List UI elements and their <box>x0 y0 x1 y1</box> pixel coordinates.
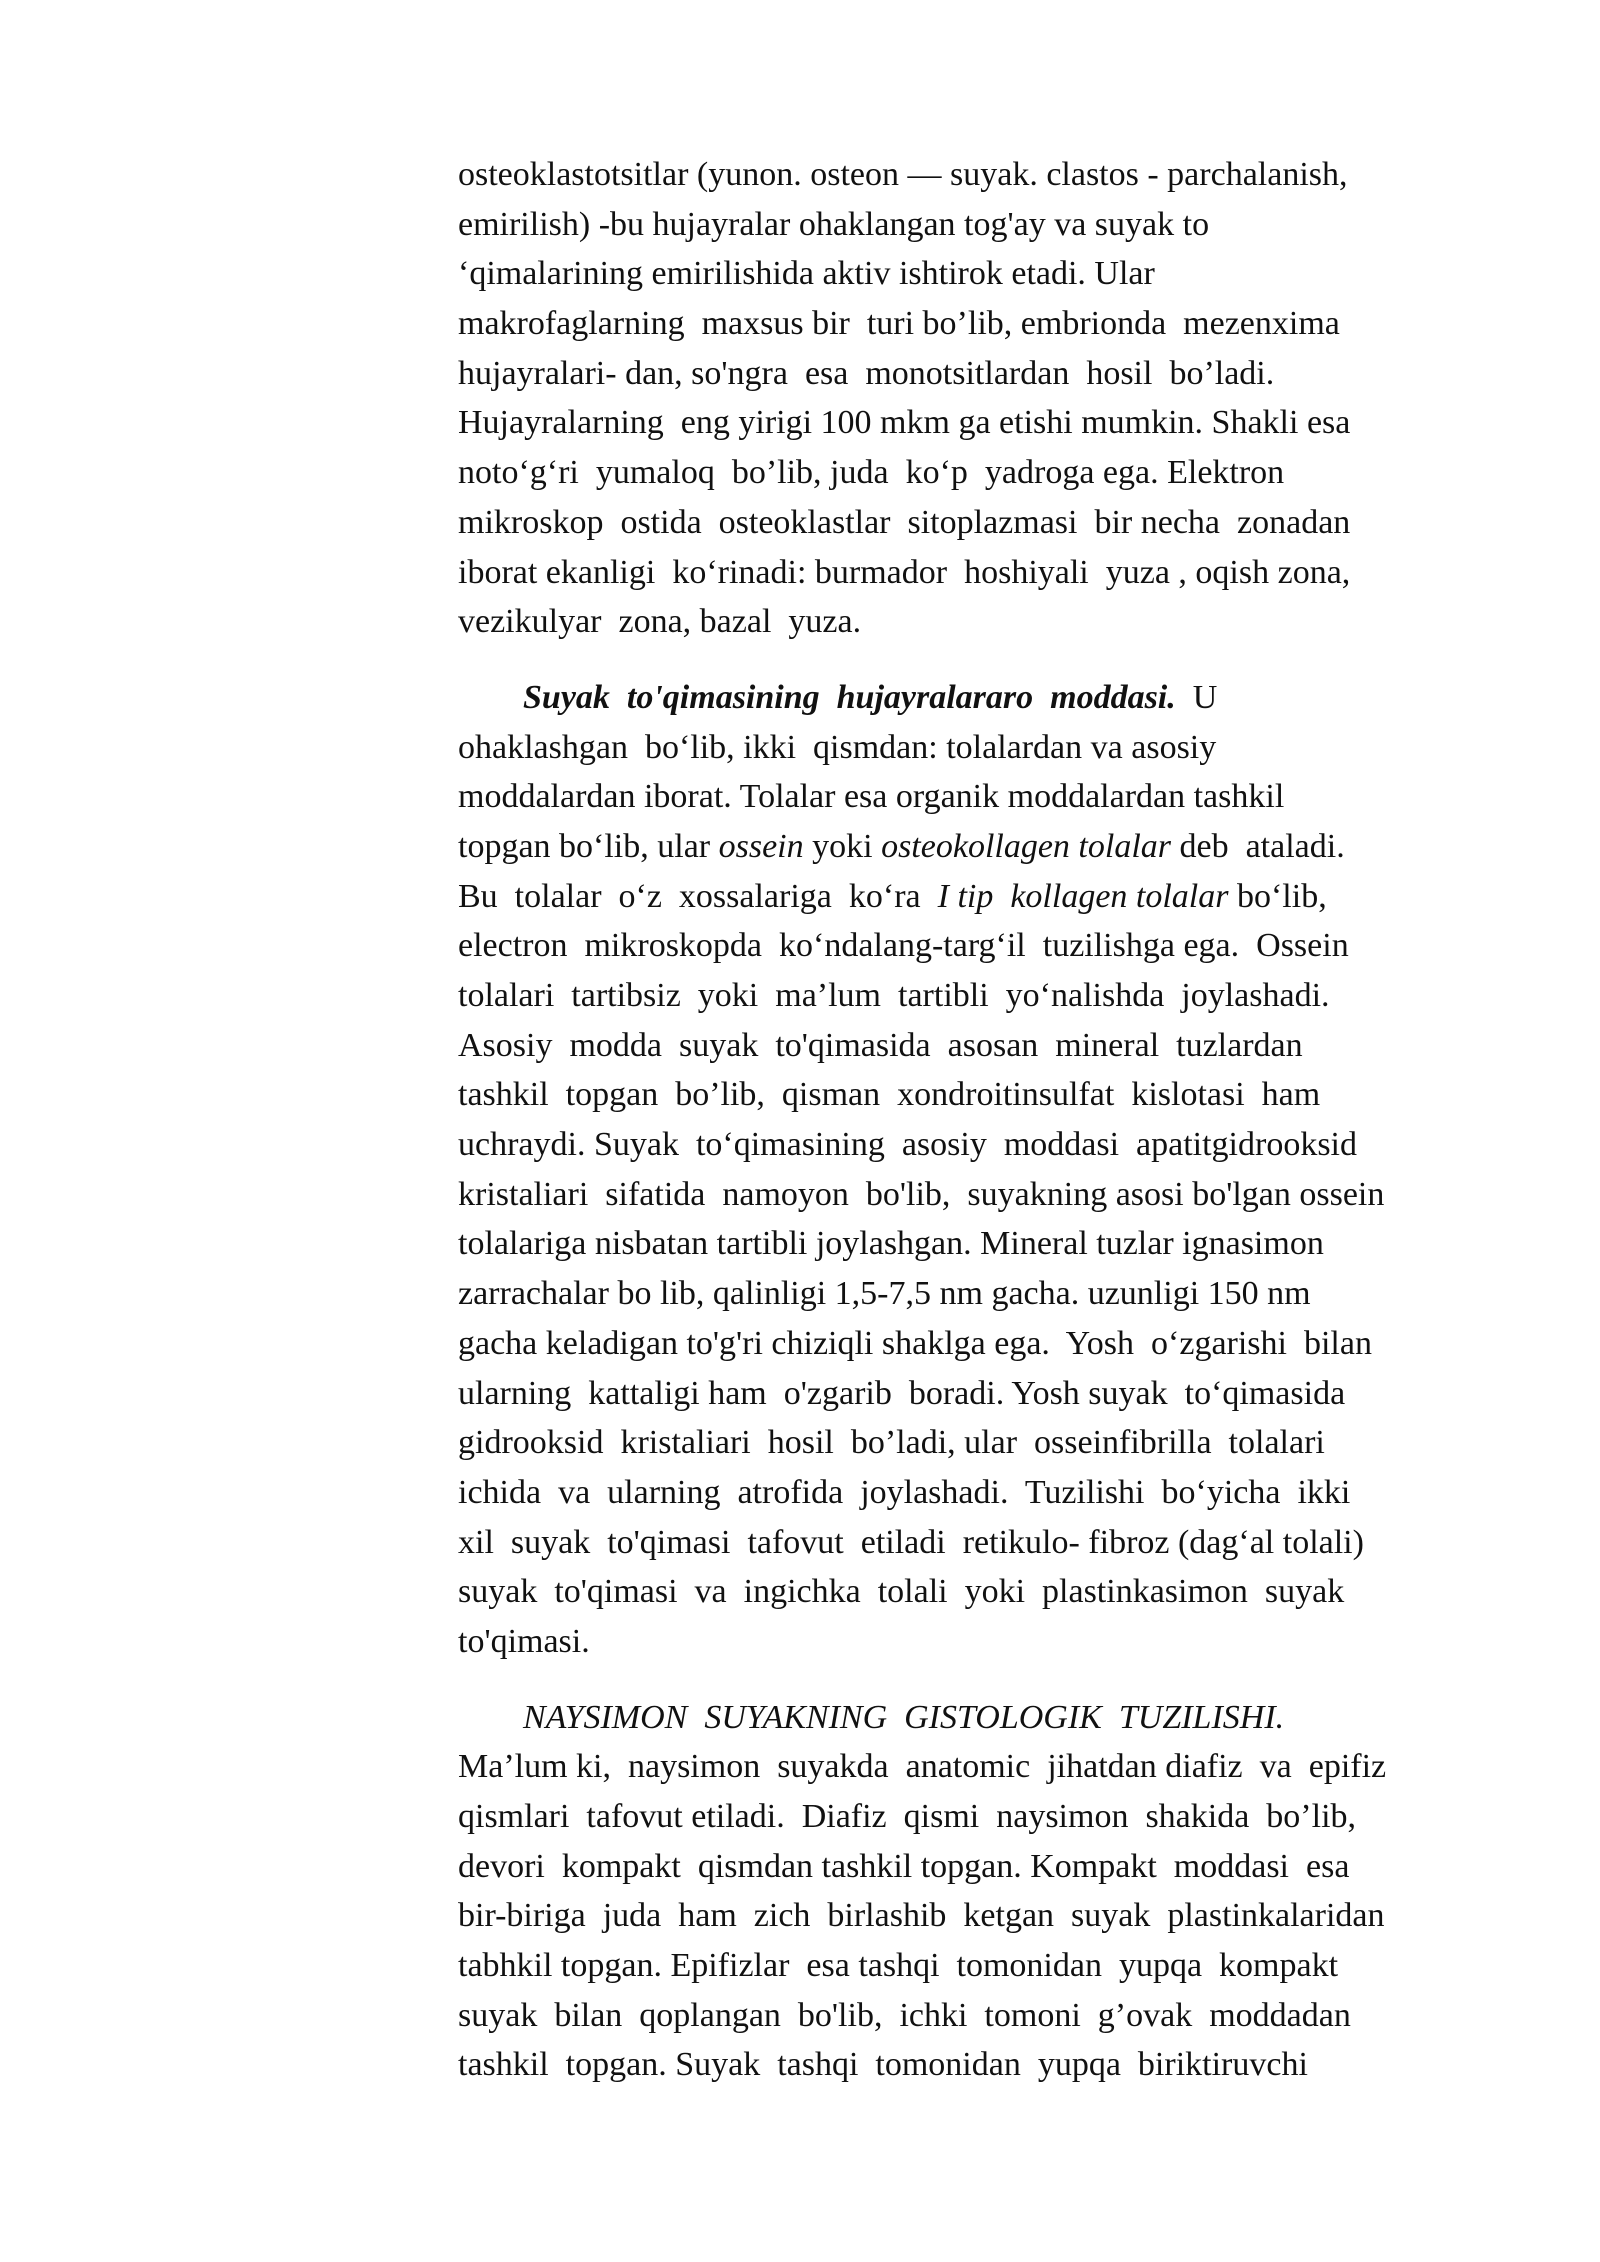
text-line: moddalardan iborat. Tolalar esa organik moddalardan tashkil <box>458 778 1285 816</box>
text-line: tolalariga nisbatan tartibli joylashgan. Mineral tuzlar ignasimon <box>458 1225 1324 1263</box>
text-line: suyak to'qimasi va ingichka tolali yoki plastinkasimon suyak <box>458 1573 1345 1611</box>
text-line: zarrachalar bo lib, qalinligi 1,5-7,5 nm gacha. uzunligi 150 nm <box>458 1275 1311 1313</box>
text-line <box>458 822 1498 872</box>
italic-term: I tip kollagen tolalar <box>937 877 1229 915</box>
text-line: tashkil topgan bo’lib, qisman xondroitinsulfat kislotasi ham <box>458 1076 1321 1114</box>
text-line <box>458 872 1498 922</box>
section-heading: Suyak to'qimasining hujayralararo moddasi. <box>523 678 1176 716</box>
paragraph-tubular-bone-histology <box>458 1693 1498 2091</box>
text-line: ohaklashgan bo‘lib, ikki qismdan: tolalardan va asosiy <box>458 728 1217 766</box>
text-line: bir-biriga juda ham zich birlashib ketgan suyak plastinkalaridan <box>458 1897 1385 1935</box>
text-line: vezikulyar zona, bazal yuza. <box>458 603 862 641</box>
text-line: uchraydi. Suyak to‘qimasining asosiy moddasi apatitgidrooksid <box>458 1126 1358 1164</box>
text-fragment: bo‘lib, <box>1228 877 1327 915</box>
text-line <box>458 673 1498 723</box>
text-fragment: Bu tolalar o‘z xossalariga ko‘ra <box>458 877 938 915</box>
text-line: to'qimasi. <box>458 1622 590 1660</box>
text-line: gidrooksid kristaliari hosil bo’ladi, ular osseinfibrilla tolalari <box>458 1424 1325 1462</box>
text-line: qismlari tafovut etiladi. Diafiz qismi naysimon shakida bo’lib, <box>458 1798 1357 1835</box>
text-line: makrofaglarning maxsus bir turi bo’lib, embrionda mezenxima <box>458 305 1340 343</box>
text-line: gacha keladigan to'g'ri chiziqli shaklga ega. Yosh o‘zgarishi bilan <box>458 1324 1372 1362</box>
italic-term: osteokollagen tolalar <box>881 827 1171 865</box>
text-line: Ma’lum ki, naysimon suyakda anatomic jihatdan diafiz va epifiz <box>458 1748 1387 1786</box>
text-line: ularning kattaligi ham o'zgarib boradi. Yosh suyak to‘qimasida <box>458 1374 1346 1412</box>
text-line: tolalari tartibsiz yoki ma’lum tartibli yo‘nalishda joylashadi. <box>458 977 1330 1014</box>
text-fragment: U <box>1175 678 1218 716</box>
text-line: mikroskop ostida osteoklastlar sitoplazmasi bir necha zonadan <box>458 503 1351 541</box>
text-line: xil suyak to'qimasi tafovut etiladi retikulo- fibroz (dag‘al tolali) <box>458 1523 1364 1561</box>
text-line: hujayralari- dan, so'ngra esa monotsitlardan hosil bo’ladi. <box>458 354 1275 392</box>
text-line: tabhkil topgan. Epifizlar esa tashqi tomonidan yupqa kompakt <box>458 1947 1339 1985</box>
text-line: tashkil topgan. Suyak tashqi tomonidan yupqa biriktiruvchi <box>458 2046 1308 2084</box>
italic-term: ossein <box>718 827 804 865</box>
text-line: electron mikroskopda ko‘ndalang-targ‘il tuzilishga ega. Ossein <box>458 927 1349 965</box>
text-line: iborat ekanligi ko‘rinadi: burmador hoshiyali yuza , oqish zona, <box>458 553 1351 591</box>
document-page <box>458 150 1498 2090</box>
text-fragment: yoki <box>803 827 882 865</box>
text-line: Hujayralarning eng yirigi 100 mkm ga etishi mumkin. Shakli esa <box>458 404 1351 442</box>
section-heading: NAYSIMON SUYAKNING GISTOLOGIK TUZILISHI. <box>523 1698 1285 1736</box>
text-line: emirilish) -bu hujayralar ohaklangan tog'ay va suyak to <box>458 205 1210 243</box>
text-fragment: topgan bo‘lib, ular <box>458 827 719 865</box>
text-line: ichida va ularning atrofida joylashadi. Tuzilishi bo‘yicha ikki <box>458 1473 1351 1511</box>
paragraph-intercellular-substance <box>458 673 1498 1667</box>
paragraph-gap <box>458 1667 1498 1693</box>
text-fragment: deb ataladi. <box>1171 827 1345 865</box>
text-line: osteoklastotsitlar (yunon. osteon — suyak. clastos - parchalanish, <box>458 156 1348 193</box>
text-line: kristaliari sifatida namoyon bo'lib, suyakning asosi bo'lgan ossein <box>458 1175 1385 1213</box>
text-line: devori kompakt qismdan tashkil topgan. Kompakt moddasi esa <box>458 1847 1350 1885</box>
paragraph-gap <box>458 647 1498 673</box>
text-line: noto‘g‘ri yumaloq bo’lib, juda ko‘p yadroga ega. Elektron <box>458 454 1285 492</box>
paragraph-osteoclasts <box>458 150 1498 647</box>
text-line: Asosiy modda suyak to'qimasida asosan mineral tuzlardan <box>458 1026 1303 1064</box>
text-line: suyak bilan qoplangan bo'lib, ichki tomoni g’ovak moddadan <box>458 1996 1351 2034</box>
text-line: ‘qimalarining emirilishida aktiv ishtirok etadi. Ular <box>458 255 1155 293</box>
